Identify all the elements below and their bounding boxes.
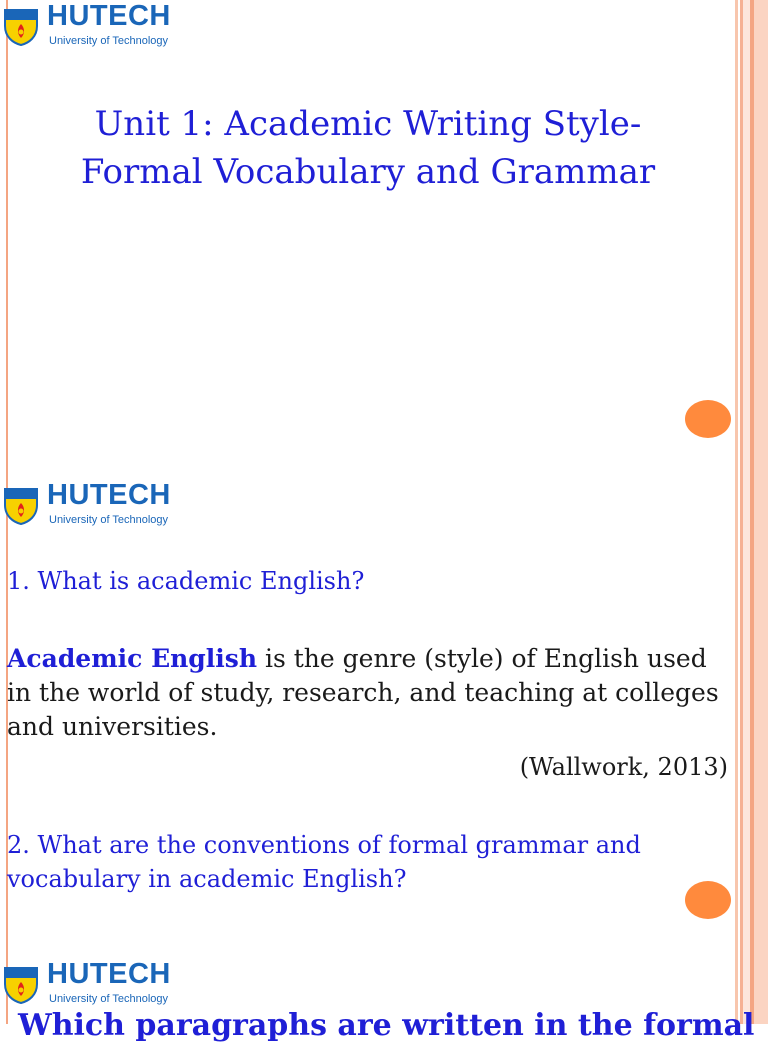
logo-subtitle: University of Technology [49,993,169,1005]
logo-subtitle: University of Technology [49,35,169,47]
slide-title-line-2: Formal Vocabulary and Grammar [80,152,656,192]
slide-corner-dot [685,881,731,919]
definition-term: Academic English [7,644,258,673]
definition-paragraph [7,642,727,744]
logo-subtitle: University of Technology [49,514,169,526]
hutech-logo [3,479,203,529]
logo-wordmark: HUTECH [47,0,171,32]
slide-heading-partial: Which paragraphs are written in the formal [18,1008,755,1043]
shield-icon [3,964,39,1004]
logo-wordmark: HUTECH [47,958,171,990]
slide-title [0,100,736,196]
slide-corner-dot [685,400,731,438]
shield-icon [3,485,39,525]
question-2: 2. What are the conventions of formal grammar and vocabulary in academic English? [7,831,641,893]
hutech-logo [3,0,203,50]
slide-title-line-1: Unit 1: Academic Writing Style- [94,104,642,144]
shield-icon [3,6,39,46]
citation: (Wallwork, 2013) [519,753,728,781]
right-border-stripe [743,0,750,1024]
hutech-logo [3,958,203,1008]
question-1: 1. What is academic English? [7,567,365,595]
right-border-stripe [754,0,768,1024]
definition-text: is the genre (style) of English used in the world of study, research, and teaching at colleges and universities. [7,644,719,741]
logo-wordmark: HUTECH [47,479,171,511]
